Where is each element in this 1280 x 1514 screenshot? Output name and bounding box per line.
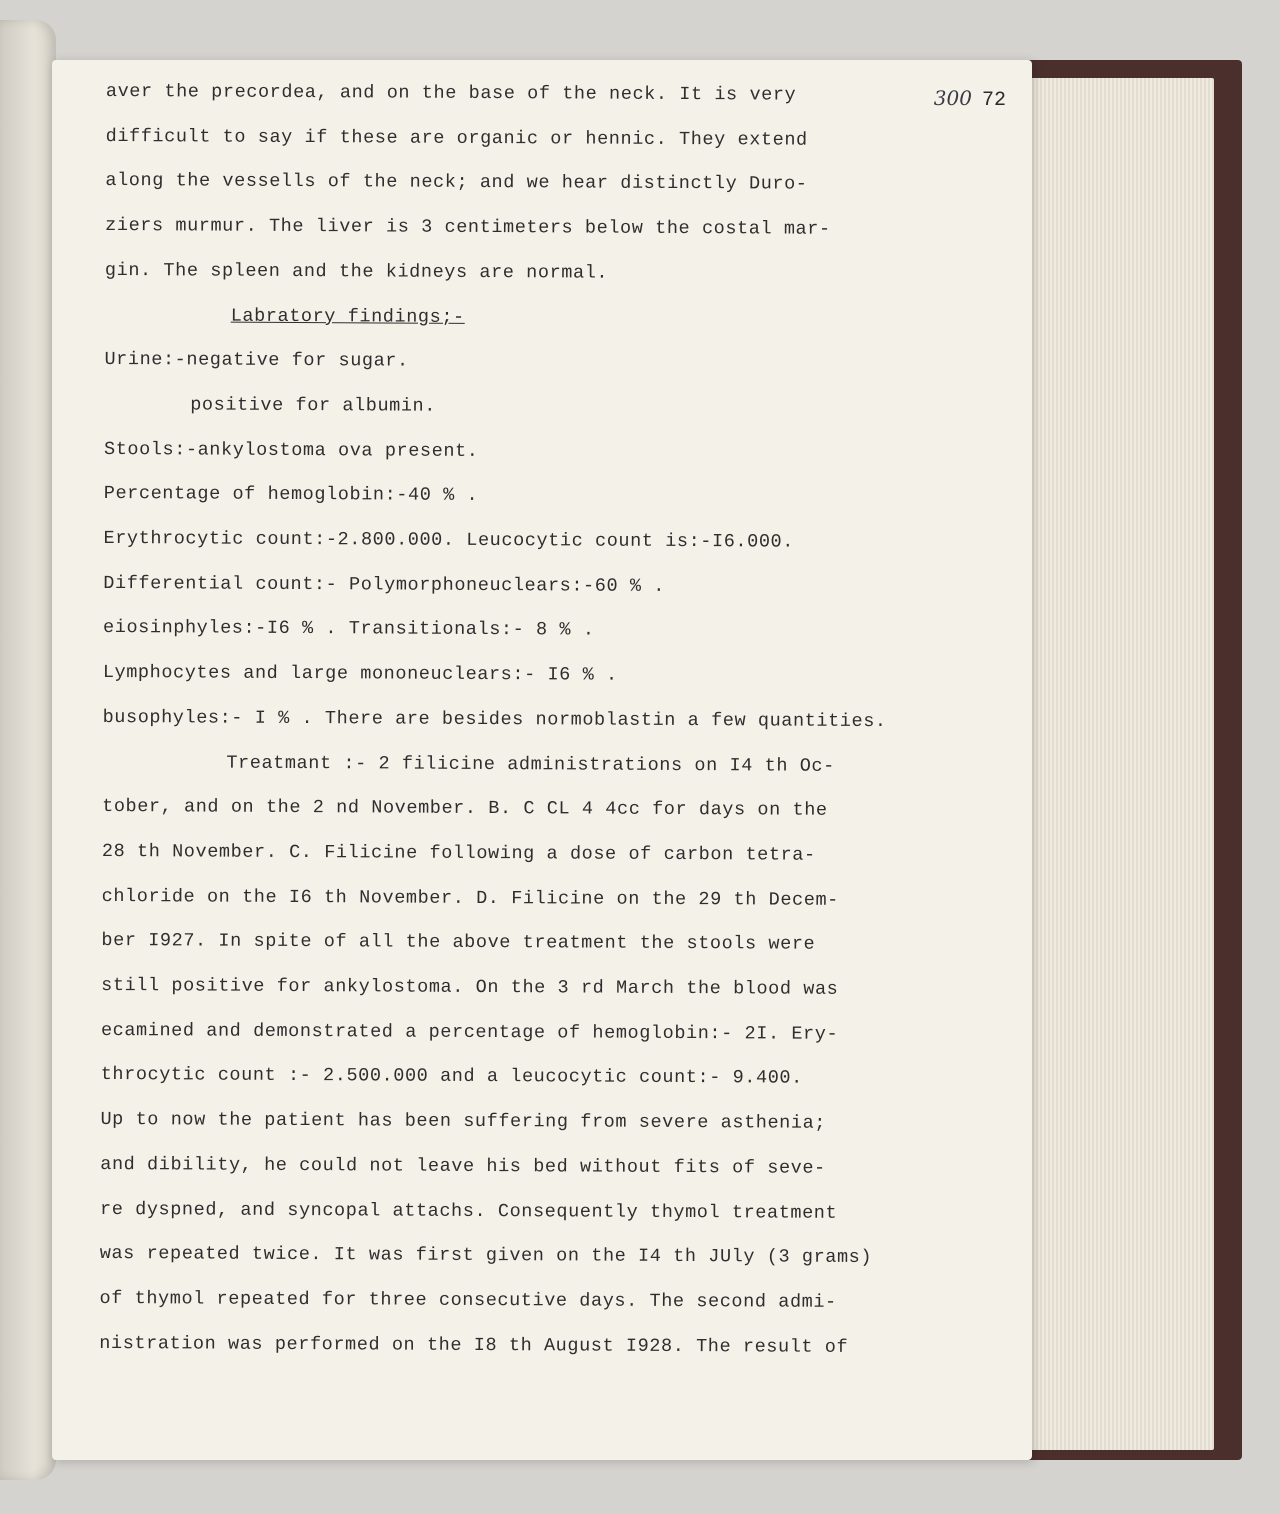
text-line: along the vessells of the neck; and we hear distinctly Duro- (105, 170, 808, 196)
text-line: was repeated twice. It was first given on the I4 th JUly (3 grams) (99, 1243, 873, 1269)
left-page-edge (0, 20, 56, 1480)
text-line: throcytic count :- 2.500.000 and a leucocytic count:- 9.400. (100, 1064, 803, 1090)
page-stack (1030, 78, 1214, 1450)
text-line: positive for albumin. (190, 394, 437, 417)
text-line: Lymphocytes and large mononeuclears:- I6 % . (102, 662, 618, 686)
text-line: re dyspned, and syncopal attachs. Consequently thymol treatment (99, 1198, 838, 1224)
text-line: Percentage of hemoglobin:-40 % . (103, 483, 479, 507)
text-line: chloride on the I6 th November. D. Filicine on the 29 th Decem- (101, 885, 839, 911)
typed-page-number: 72 (981, 89, 1006, 112)
text-line: ecamined and demonstrated a percentage of hemoglobin:- 2I. Ery- (100, 1019, 839, 1045)
handwritten-page-number: 300 (933, 86, 972, 110)
text-line: busophyles:- I % . There are besides normoblastin a few quantities. (102, 706, 887, 732)
text-line: eiosinphyles:-I6 % . Transitionals:- 8 % . (103, 617, 595, 642)
text-line: gin. The spleen and the kidneys are normal. (104, 259, 609, 284)
text-line: Treatmant :- 2 filicine administrations on I4 th Oc- (226, 752, 835, 777)
text-line: nistration was performed on the I8 th August I928. The result of (99, 1332, 849, 1358)
section-heading-line (105, 294, 945, 343)
text-line: and dibility, he could not leave his bed without fits of seve- (100, 1153, 826, 1179)
text-line: ziers murmur. The liver is 3 centimeters below the costal mar- (105, 215, 831, 240)
text-line: ber I927. In spite of all the above treatment the stools were (101, 930, 816, 956)
text-line: Differential count:- Polymorphoneuclears:-60 % . (103, 572, 666, 597)
typed-text-body (99, 70, 946, 1371)
text-line: 28 th November. C. Filicine following a dose of carbon tetra- (101, 840, 816, 866)
text-line: difficult to say if these are organic or hennic. They extend (105, 125, 808, 151)
text-line: of thymol repeated for three consecutive days. The second admi- (99, 1287, 837, 1313)
text-line: still positive for ankylostoma. On the 3 rd March the blood was (101, 975, 839, 1000)
text-line: tober, and on the 2 nd November. B. C CL 4 4cc for days on the (102, 796, 828, 822)
section-heading: Labratory findings;- (230, 305, 465, 328)
text-line: Up to now the patient has been suffering from severe asthenia; (100, 1109, 827, 1134)
text-line: Urine:-negative for sugar. (104, 349, 409, 372)
text-line: Erythrocytic count:-2.800.000. Leucocytic count is:-I6.000. (103, 528, 794, 553)
text-line: Stools:-ankylostoma ova present. (103, 438, 479, 462)
text-line: aver the precordea, and on the base of the neck. It is very (105, 80, 797, 106)
